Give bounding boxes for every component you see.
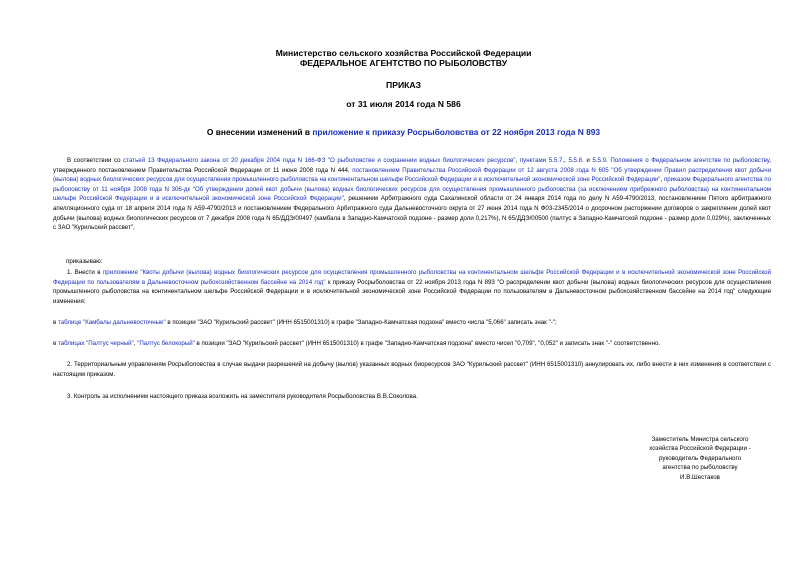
agency-name: ФЕДЕРАЛЬНОЕ АГЕНТСТВО ПО РЫБОЛОВСТВУ — [299, 58, 508, 68]
ministry-name: Министерство сельского хозяйства Российской Федерации — [275, 48, 532, 58]
document-title — [0, 127, 807, 138]
preamble-link-558[interactable]: 5.5.8. — [568, 157, 584, 164]
item-1b-link-black-halibut[interactable]: таблицах "Палтус черный" — [57, 340, 134, 347]
signature-block — [620, 435, 780, 482]
signature-line-4: агентства по рыболовству — [662, 464, 738, 472]
document-date-number: от 31 июля 2014 года N 586 — [346, 99, 461, 109]
preamble-text-7: , — [660, 176, 664, 184]
item-1a-link-flounder-table[interactable]: таблице "Камбалы дальневосточные" — [57, 319, 166, 326]
signature-line-1: Заместитель Министра сельского — [651, 436, 749, 443]
item-1-link-appendix[interactable]: приложение "Квоты добычи (вылова) водных биологических ресурсов для осуществления промышленного рыболовства на континентальном шельфе Российской Федерации и в исключительной экономической зоне Российской Федерации по пользователям в Дальневосточном рыбохозяйственном бассейне на 2014 год" — [53, 269, 771, 286]
item-1-text-1: 1. Внести в — [67, 269, 103, 276]
title-prefix: О внесении изменений в — [206, 127, 313, 137]
preamble-paragraph — [53, 156, 771, 233]
decide-word: приказываю: — [66, 258, 103, 265]
item-1b-text-1: в — [53, 340, 58, 347]
item-1a-text-2: в позиции "ЗАО "Курильский рассвет" (ИНН 6515001310) в графе "Западно-Камчатская подзона" вместо числа "5,066" записать знак "-"; — [165, 319, 557, 326]
preamble-text-8: , решением Арбитражного суда Сахалинской области от 24 января 2014 года по делу N А59-4790/2013, постановлением Пятого арбитражного апелляционного суда от 18 апреля 2014 года N А59-4790/2013 и постановлением Федерального Арбитражного суда Дальневосточного округа от 27 июня 2014 года N Ф03-2345/2014 о досрочном расторжении договоров о закреплении долей квот добычи (вылова) водных биологических ресурсов от 7 декабря 2008 года N 65/ДДЭ/00497 (камбала в Западно-Камчатской подзоне - размер доли 0,217%), N 65/ДДЭ/00500 (палтус в Западно-Камчатской подзоне - размер доли 0,029%), заключенных с ЗАО "Курильский рассвет", — [53, 195, 771, 232]
item-1a-text-1: в — [53, 319, 58, 326]
item-1b-text-2: , — [133, 340, 138, 347]
item-3-paragraph: 3. Контроль за исполнением настоящего приказа возложить на заместителя руководителя Росрыболовства В.В.Соколова. — [67, 393, 418, 400]
preamble-text-6: , утвержденного постановлением Правительства Российской Федерации от 11 июня 2008 года N 444, — [53, 157, 771, 174]
preamble-link-resolution-605[interactable]: постановлением Правительства Российской Федерации от 12 августа 2008 года N 605 "Об утверждении Правил распределения квот добычи (вылова) водных биологических ресурсов для осуществления промышленного рыболовства на континентальном шельфе Российской Федерации и в исключительной экономической зоне Российской Федерации" — [53, 166, 771, 184]
item-1b-link-white-halibut[interactable]: "Палтус белокорый" — [137, 340, 195, 347]
preamble-link-law[interactable]: статьей 13 Федерального закона от 20 декабря 2004 года N 166-ФЗ "О рыболовстве и сохранении водных биологических ресурсов" — [123, 157, 516, 164]
signature-name: И.В.Шестаков — [680, 473, 720, 481]
item-1b-text-3: в позиции "ЗАО "Курильский рассвет" (ИНН 6515001310) в графе "Западно-Камчатская подзона" вместо чисел "0,709", "0,052" и записать знак "-" соответственно. — [194, 340, 661, 347]
item-1-text-2: к приказу Росрыболовства от 22 ноября 2013 года N 893 "О распределении квот добычи (вылова) водных биологических ресурсов для осуществления промышленного рыболовства на континентальном шельфе Российской Федерации и в исключительной экономической зоне Российской Федерации по пользователям в Дальневосточном рыбохозяйственном бассейне на 2014 год" следующие изменения: — [53, 278, 771, 305]
signature-line-3: руководитель Федерального — [658, 454, 742, 462]
preamble-text-3: , — [564, 157, 569, 164]
preamble-text-4: и — [583, 157, 593, 164]
item-1b-paragraph — [53, 339, 771, 349]
preamble-link-557[interactable]: пунктами 5.5.7. — [519, 157, 565, 164]
preamble-link-559[interactable]: 5.5.9. — [592, 157, 608, 164]
preamble-text-1: В соответствии со — [67, 157, 124, 164]
signature-line-2: хозяйства Российской Федерации - — [649, 445, 751, 453]
preamble-link-regulation[interactable]: Положения о Федеральном агентстве по рыболовству — [610, 157, 770, 164]
document-type: ПРИКАЗ — [386, 80, 421, 90]
preamble-link-order-306[interactable]: приказом Федерального агентства по рыболовству от 11 ноября 2008 года N 306-дк "Об утверждении долей квот добычи (вылова) водных биологических ресурсов для осуществления промышленного рыболовства (за исключением прибрежного рыболовства) на континентальном шельфе Российской Федерации и в исключительной экономической зоне Российской Федерации" — [53, 176, 771, 203]
title-link[interactable]: приложение к приказу Росрыболовства от 22 ноября 2013 года N 893 — [312, 127, 601, 137]
preamble-text-2: , — [515, 157, 520, 164]
item-1a-paragraph — [53, 318, 771, 328]
item-1-paragraph — [53, 268, 771, 306]
item-2-paragraph: 2. Территориальным управлениям Росрыболовства в случае выдачи разрешений на добычу (вылов) указанных водных биоресурсов ЗАО "Курильский рассвет" (ИНН 6515001310) аннулировать их, либо внести в них изменения в соответствии с настоящим приказом. — [53, 361, 771, 378]
